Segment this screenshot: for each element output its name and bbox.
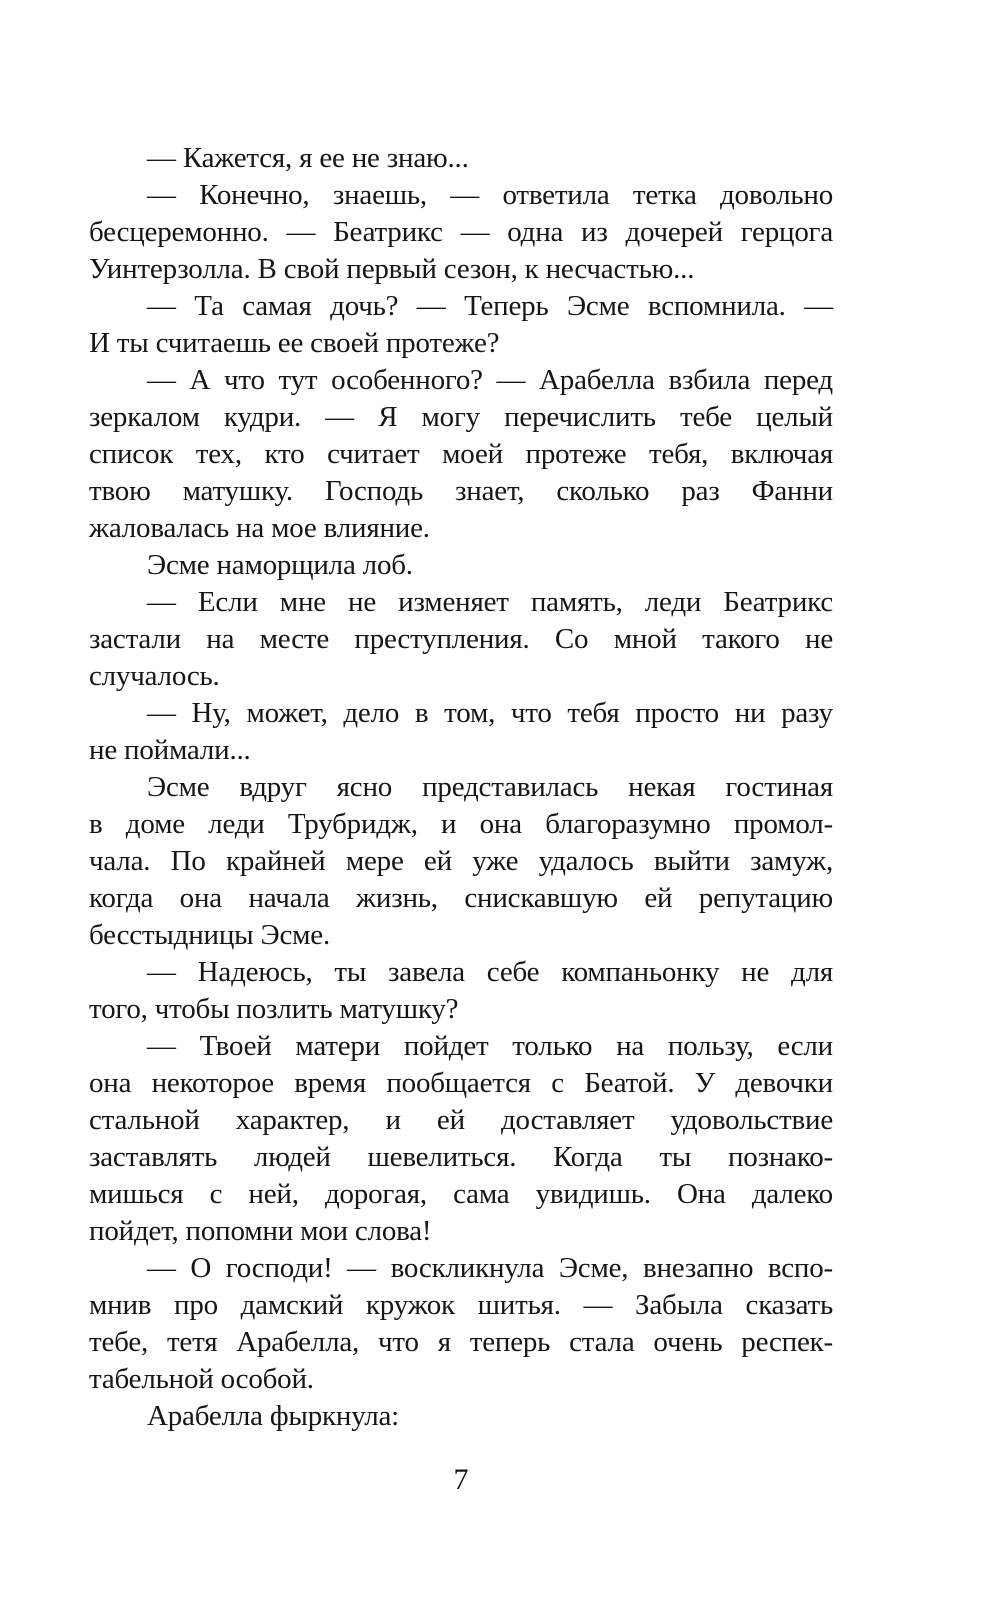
text-line: — Твоей матери пойдет только на пользу, если: [147, 1030, 833, 1062]
text-line: случалось.: [89, 660, 220, 692]
text-line: стальной характер, и ей доставляет удовольствие: [89, 1104, 833, 1136]
text-line: твою матушку. Господь знает, сколько раз Фанни: [89, 475, 833, 507]
text-line: когда она начала жизнь, снискавшую ей репутацию: [89, 882, 833, 914]
text-line: заставлять людей шевелиться. Когда ты познако-: [89, 1141, 833, 1173]
text-line: — Надеюсь, ты завела себе компаньонку не для: [147, 956, 833, 988]
text-line: И ты считаешь ее своей протеже?: [89, 327, 500, 359]
text-line: табельной особой.: [89, 1363, 314, 1395]
text-line: жаловалась на мое влияние.: [89, 512, 430, 544]
page-number: 7: [453, 1463, 469, 1496]
text-line: — О господи! — воскликнула Эсме, внезапно вспо-: [147, 1252, 833, 1284]
text-line: не поймали...: [89, 734, 251, 766]
text-line: пойдет, попомни мои слова!: [89, 1215, 432, 1247]
text-line: список тех, кто считает моей протеже тебя, включая: [89, 438, 833, 470]
text-line: — Та самая дочь? — Теперь Эсме вспомнила. —: [147, 290, 833, 322]
text-line: бесстыдницы Эсме.: [89, 919, 331, 951]
text-block: [89, 140, 833, 1435]
text-line: зеркалом кудри. — Я могу перечислить тебе целый: [89, 401, 833, 433]
text-line: мишься с ней, дорогая, сама увидишь. Она далеко: [89, 1178, 833, 1210]
text-line: того, чтобы позлить матушку?: [89, 993, 459, 1025]
text-line: застали на месте преступления. Со мной такого не: [89, 623, 833, 655]
text-line: Уинтерзолла. В свой первый сезон, к несчастью...: [89, 253, 695, 285]
text-line: — Ну, может, дело в том, что тебя просто ни разу: [147, 697, 833, 729]
text-line: Арабелла фыркнула:: [147, 1400, 400, 1432]
text-line: она некоторое время пообщается с Беатой. У девочки: [89, 1067, 833, 1099]
text-line: — А что тут особенного? — Арабелла взбила перед: [147, 364, 833, 396]
text-line: тебе, тетя Арабелла, что я теперь стала очень респек-: [89, 1326, 833, 1358]
text-line: Эсме наморщила лоб.: [147, 549, 413, 581]
text-line: — Кажется, я ее не знаю...: [147, 142, 469, 174]
text-line: Эсме вдруг ясно представилась некая гостиная: [147, 771, 833, 803]
text-line: бесцеремонно. — Беатрикс — одна из дочерей герцога: [89, 216, 833, 248]
text-line: — Если мне не изменяет память, леди Беатрикс: [147, 586, 833, 618]
text-line: в доме леди Трубридж, и она благоразумно промол-: [89, 808, 833, 840]
text-line: мнив про дамский кружок шитья. — Забыла сказать: [89, 1289, 833, 1321]
text-line: — Конечно, знаешь, — ответила тетка довольно: [147, 179, 833, 211]
text-line: чала. По крайней мере ей уже удалось выйти замуж,: [89, 845, 833, 877]
